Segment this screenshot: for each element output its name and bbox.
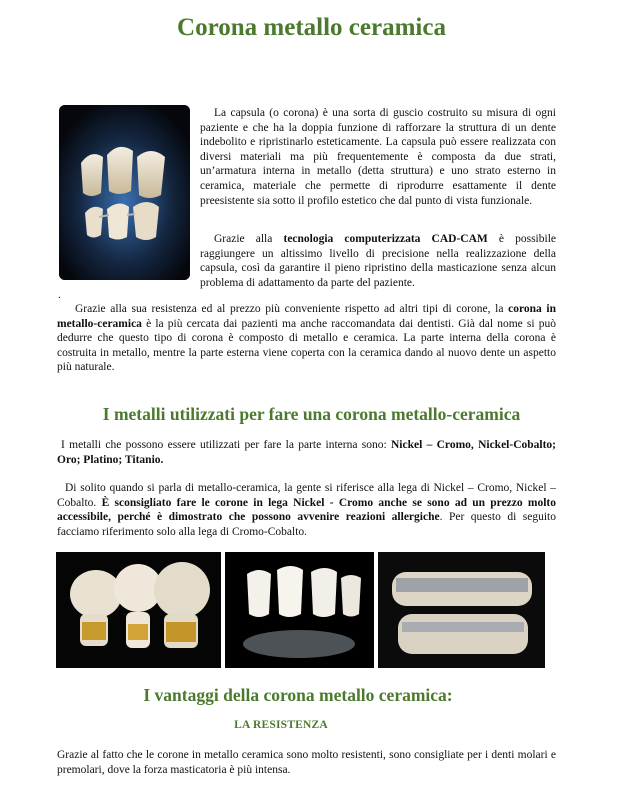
crown-bridge-photo: [59, 105, 190, 280]
section-heading-metals: I metalli utilizzati per fare una corona metallo-ceramica: [102, 404, 521, 424]
ceramic-bridge-photo: [225, 552, 374, 668]
intro-paragraph-1: La capsula (o corona) è una sorta di guscio costruito su misura di ogni paziente e che ha la doppia funzione di rafforzare la struttura di un dente indebolito e ripristinarlo esteticamente. La capsula può essere realizzata con diversi materiali ma più frequentemente è composta da due strati, un’armatura interna in metallo (detta struttura) e uno strato esterno in ceramica, materiale che permette di riprodurre esattamente il dente preesistente sia sotto il profilo estetico che dal punto di vista funzionale.: [200, 107, 556, 207]
page-title: Corona metallo ceramica: [177, 14, 446, 41]
p4-bold-text: Nickel – Cromo, Nickel-Cobalto; Oro; Platino; Titanio.: [57, 439, 557, 466]
p3-text-start: Grazie alla sua resistenza ed al prezzo più conveniente rispetto ad altri tipi di corone, la: [75, 303, 509, 315]
metal-framework-photo: [378, 552, 545, 668]
p3-bold-text: corona in metallo-ceramica: [57, 303, 556, 330]
metals-paragraph-2: [57, 481, 556, 539]
p2-text-start: Grazie alla: [214, 233, 284, 245]
gold-crowns-photo: [56, 552, 221, 668]
intro-paragraph-3: [57, 302, 556, 375]
p4-text-start: I metalli che possono essere utilizzati per fare la parte interna sono:: [61, 439, 391, 451]
p2-text-end: è possibile raggiungere un altissimo livello di precisione nella realizzazione della capsula, così da garantire il pieno ripristino della masticazione senza alcun problema di adattamento da parte del paziente.: [200, 233, 556, 289]
p5-text-end: . Per questo di seguito facciamo riferimento solo alla lega di Cromo-Cobalto.: [57, 511, 556, 538]
metals-paragraph-1: [57, 438, 556, 467]
p5-text-start: Di solito quando si parla di metallo-ceramica, la gente si riferisce alla lega di Nickel – Cromo, Nickel – Cobalto.: [57, 482, 556, 509]
stray-dot: .: [58, 289, 61, 301]
resistance-paragraph: Grazie al fatto che le corone in metallo ceramica sono molto resistenti, sono consigliate per i denti molari e premolari, dove la forza masticatoria è più intensa.: [57, 749, 556, 776]
subheading-resistance: LA RESISTENZA: [234, 719, 328, 731]
p3-text-end: è la più cercata dai pazienti ma anche raccomandata dai dentisti. Già dal nome si può dedurre che questo tipo di corona è composto di metallo e ceramica. La parte interna della corona è costruita in metallo, mentre la parte esterna viene coperta con la ceramica dando al nuovo dente un aspetto più naturale.: [57, 317, 556, 374]
p2-bold-text: tecnologia computerizzata CAD-CAM: [283, 233, 488, 245]
section-heading-advantages: I vantaggi della corona metallo ceramica:: [143, 685, 453, 705]
p5-bold-text: È sconsigliato fare le corone in lega Nickel - Cromo anche se sono ad un prezzo molto accessibile, perché è dimostrato che possono avvenire reazioni allergiche: [57, 496, 556, 524]
intro-paragraph-2: [200, 232, 556, 290]
